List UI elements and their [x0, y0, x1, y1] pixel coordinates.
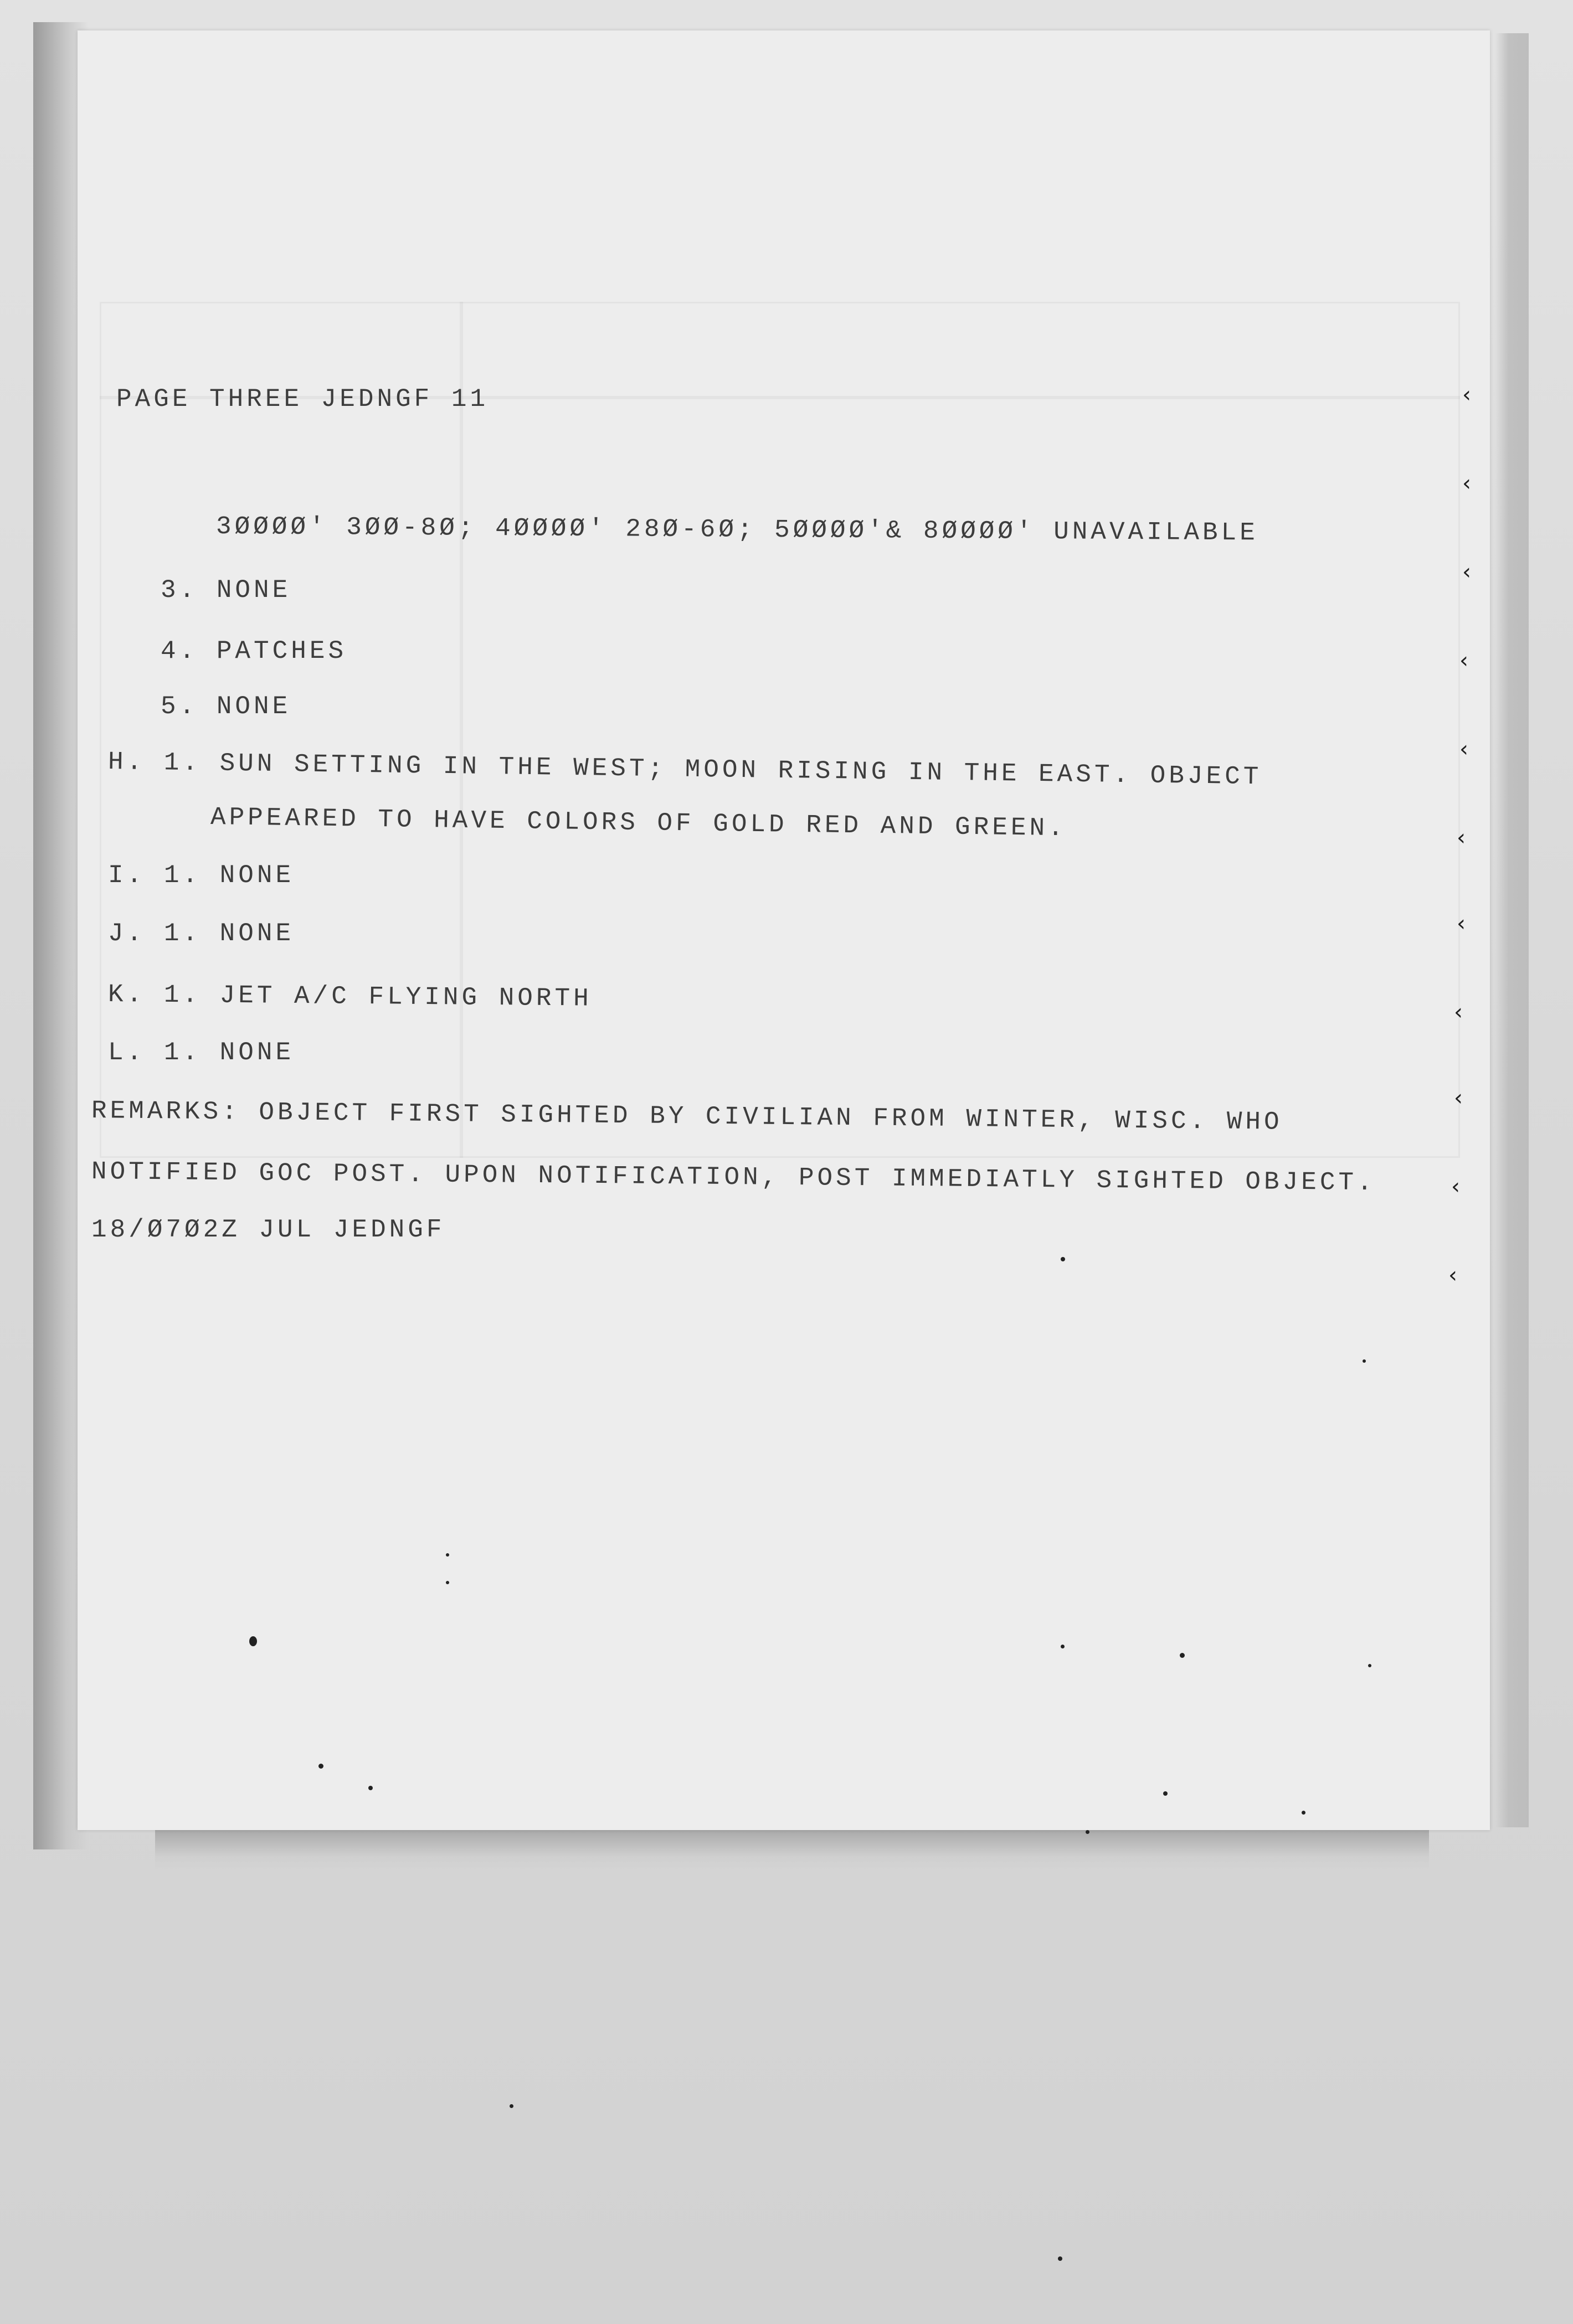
- line-item-h1-cont: APPEARED TO HAVE COLORS OF GOLD RED AND GREEN.: [210, 803, 1067, 843]
- line-item-h1: H. 1. SUN SETTING IN THE WEST; MOON RISING IN THE EAST. OBJECT: [107, 748, 1262, 792]
- binding-hole-icon: ‹: [1462, 559, 1471, 585]
- dust-speck: [318, 1764, 323, 1769]
- photo-shadow-right: [1495, 33, 1529, 1827]
- dust-speck: [1058, 2256, 1062, 2261]
- dust-speck: [1061, 1645, 1065, 1648]
- bleed-through-form: [100, 302, 1460, 1158]
- binding-hole-icon: ‹: [1457, 825, 1466, 851]
- dust-speck: [1061, 1257, 1065, 1261]
- binding-hole-icon: ‹: [1454, 999, 1463, 1025]
- line-item-4: 4. PATCHES: [161, 637, 347, 666]
- line-item-j1: J. 1. NONE: [108, 919, 295, 948]
- line-item-k1: K. 1. JET A/C FLYING NORTH: [107, 980, 592, 1013]
- line-remarks: REMARKS: OBJECT FIRST SIGHTED BY CIVILIAN FROM WINTER, WISC. WHO: [91, 1096, 1283, 1137]
- binding-hole-icon: ‹: [1457, 911, 1466, 936]
- dust-speck: [1368, 1664, 1371, 1667]
- page-header: PAGE THREE JEDNGF 11: [116, 385, 489, 414]
- dust-speck: [446, 1581, 449, 1584]
- dust-speck: [1302, 1811, 1305, 1815]
- binding-hole-icon: ‹: [1462, 471, 1471, 496]
- line-altitude-winds: 3ØØØØ' 3ØØ-8Ø; 4ØØØØ' 28Ø-6Ø; 5ØØØØ'& 8ØØØØ' UNAVAILABLE: [215, 512, 1258, 548]
- binding-hole-icon: ‹: [1448, 1263, 1457, 1288]
- binding-hole-icon: ‹: [1459, 736, 1468, 762]
- dust-speck: [1086, 1830, 1089, 1834]
- dust-speck: [446, 1553, 449, 1557]
- dust-speck: [1363, 1359, 1366, 1363]
- dust-speck: [510, 2104, 513, 2108]
- line-item-l1: L. 1. NONE: [108, 1038, 295, 1067]
- dust-speck: [1180, 1653, 1185, 1658]
- line-item-i1: I. 1. NONE: [108, 861, 295, 890]
- binding-hole-icon: ‹: [1454, 1085, 1463, 1111]
- dust-speck: [368, 1786, 373, 1790]
- bleed-through-rule: [460, 302, 463, 1158]
- line-item-5: 5. NONE: [161, 692, 291, 721]
- line-dtg: 18/Ø7Ø2Z JUL JEDNGF: [91, 1215, 445, 1244]
- dust-speck: [1163, 1791, 1168, 1796]
- line-item-3: 3. NONE: [161, 576, 291, 605]
- binding-hole-icon: ‹: [1451, 1174, 1460, 1199]
- binding-hole-icon: ‹: [1462, 382, 1471, 408]
- binding-hole-icon: ‹: [1459, 648, 1468, 673]
- dust-speck: [249, 1636, 257, 1646]
- teletype-page: [78, 30, 1490, 1830]
- line-remarks-cont: NOTIFIED GOC POST. UPON NOTIFICATION, POST IMMEDIATLY SIGHTED OBJECT.: [91, 1157, 1376, 1198]
